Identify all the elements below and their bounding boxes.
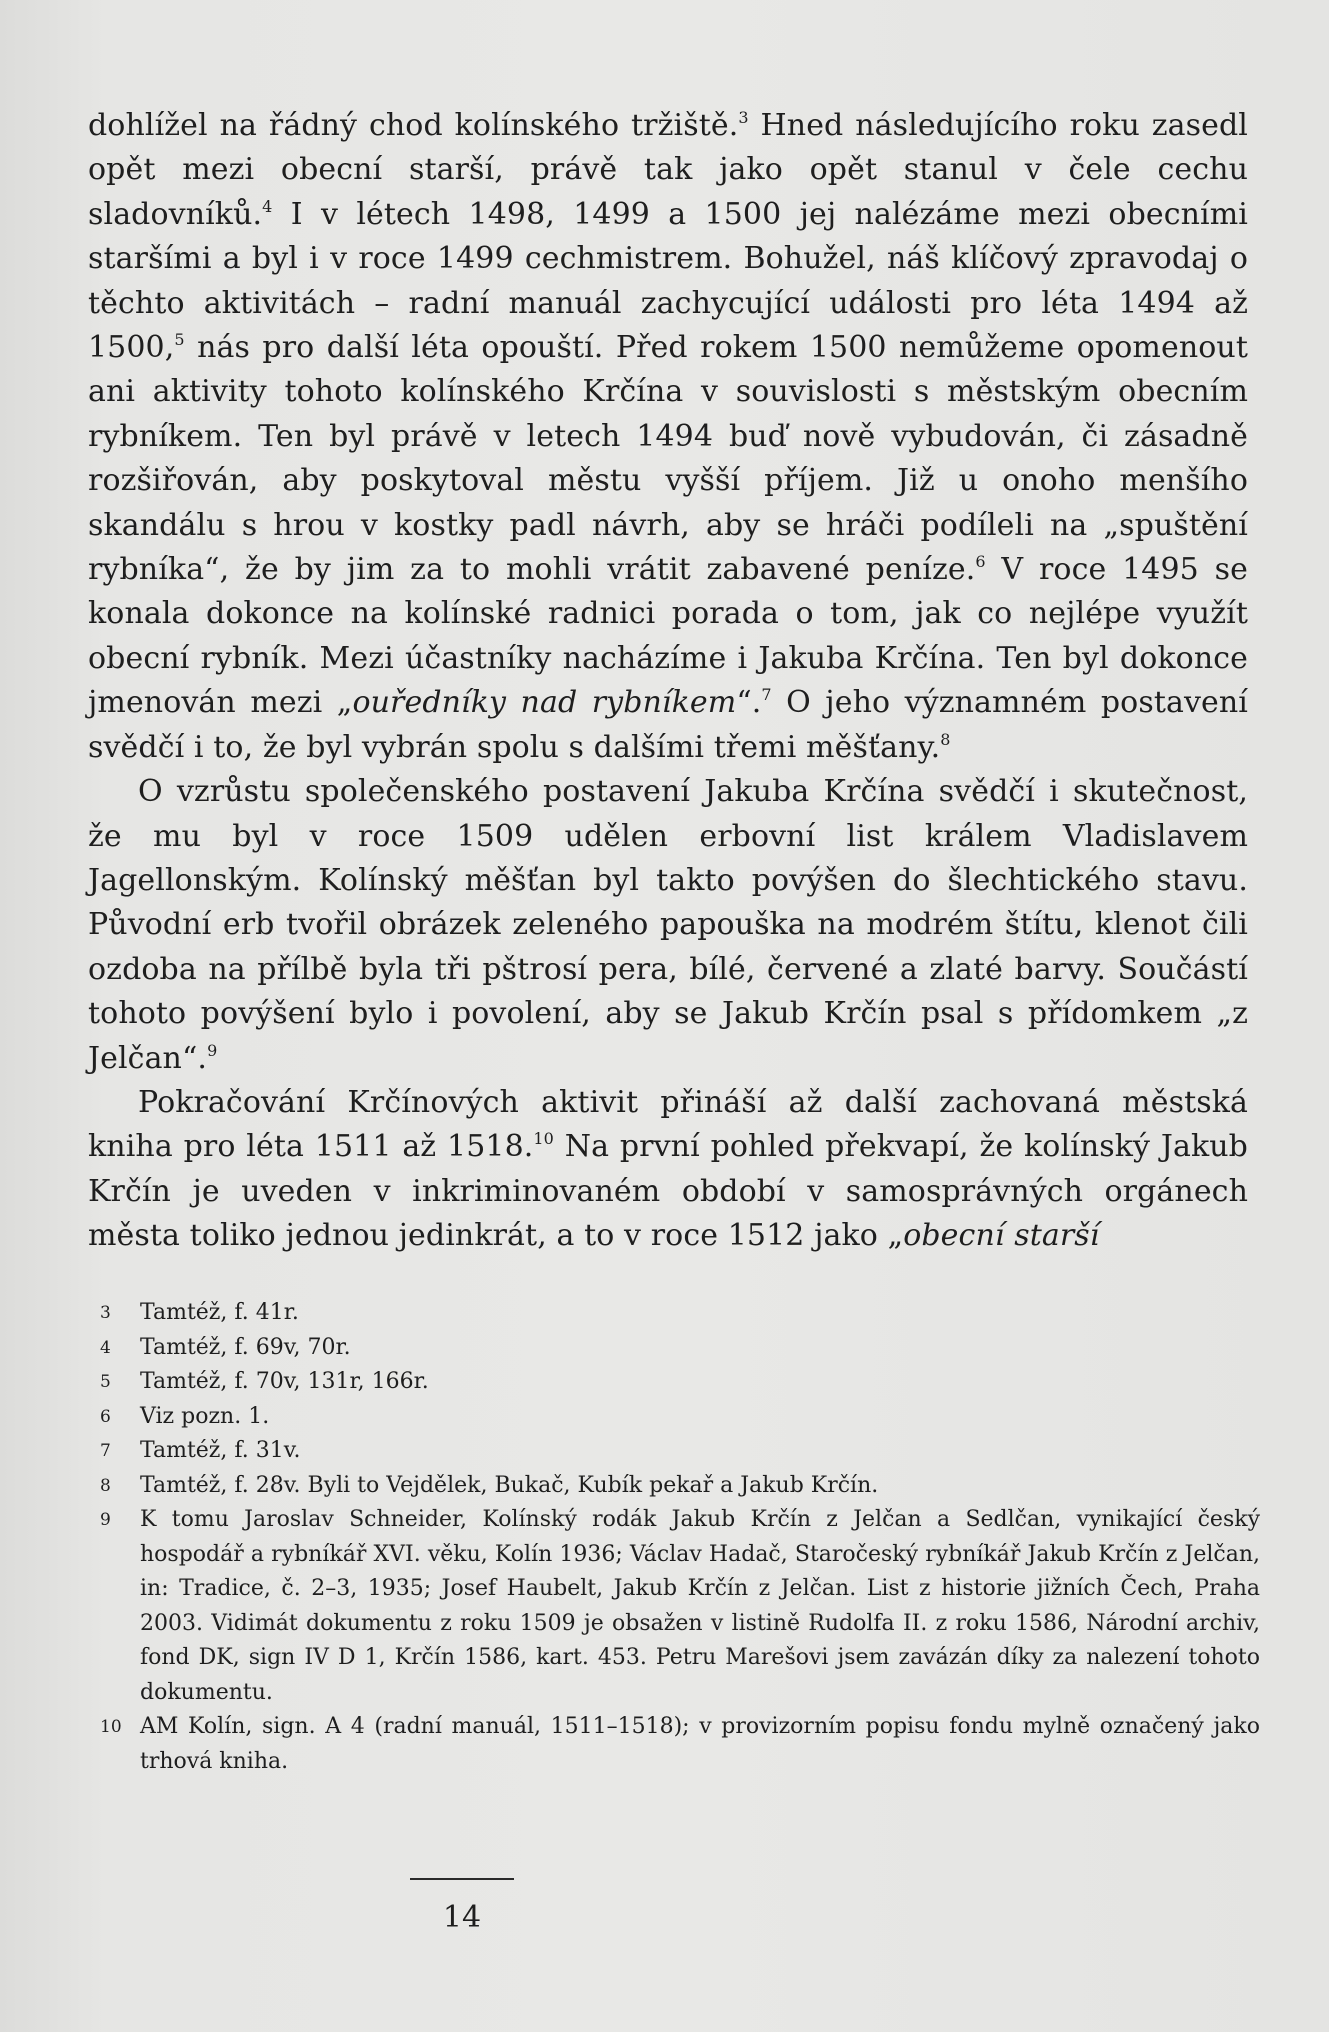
footnote-ref-10[interactable]: 10 [533, 1129, 554, 1149]
footnote-text: Tamtéž, f. 31v. [140, 1438, 301, 1463]
paragraph-2 [88, 770, 1248, 1081]
text-span: V roce 1495 se konala dokonce na kolínské radnici porada o tom, jak co nejlépe využít obecní rybník. Mezi účastníky nacházíme i Jakuba Krčína. Ten byl dokonce jmenován mezi „ [88, 552, 1249, 721]
footnote [100, 1710, 1260, 1779]
footnote-ref-9[interactable]: 9 [207, 1040, 218, 1060]
text-span: O vzrůstu společenského postavení Jakuba Krčína svědčí i skutečnost, že mu byl v roce 1509 udělen erbovní list králem Vladislavem Jagellonským. Kolínský měšťan byl takto povýšen do šlechtického stavu. Původní erb tvořil obrázek zeleného papouška na modrém štítu, klenot čili ozdoba na přílbě byla tři pštrosí pera, bílé, červené a zlaté barvy. Součástí tohoto povýšení bylo i povolení, aby se Jakub Krčín psal s přídomkem „z Jelčan“. [88, 774, 1248, 1076]
footnote-text: Tamtéž, f. 41r. [140, 1300, 299, 1325]
text-span: “. [736, 685, 762, 721]
footnote-number: 5 [100, 1372, 111, 1392]
footnote [100, 1400, 1260, 1435]
italic-quote: obecní starší [903, 1218, 1100, 1254]
paragraph-1 [88, 104, 1248, 770]
footnote-text: K tomu Jaroslav Schneider, Kolínský rodák Jakub Krčín z Jelčan a Sedlčan, vynikající český hospodář a rybníkář XVI. věku, Kolín 1936; Václav Hadač, Staročeský rybníkář Jakub Krčín z Jelčan, in: Tradice, č. 2–3, 1935; Josef Haubelt, Jakub Krčín z Jelčan. List z historie jižních Čech, Praha 2003. Vidimát dokumentu z roku 1509 je obsažen v listině Rudolfa II. z roku 1586, Národní archiv, fond DK, sign IV D 1, Krčín 1586, kart. 453. Petru Marešovi jsem zavázán díky za nalezení tohoto dokumentu. [140, 1507, 1260, 1705]
text-span: Pokračování Krčínových aktivit přináší až další zachovaná městská kniha pro léta 1511 až 1518. [88, 1084, 1248, 1165]
footnote-number: 8 [100, 1475, 111, 1496]
footnotes [100, 1296, 1260, 1779]
footer-rule [410, 1878, 514, 1880]
footnote-number: 4 [100, 1337, 111, 1358]
footnote [100, 1469, 1260, 1504]
footnote-text: Tamtéž, f. 28v. Byli to Vejdělek, Bukač, Kubík pekař a Jakub Krčín. [140, 1472, 879, 1498]
text-span: O jeho významném postavení svědčí i to, že byl vybrán spolu s dalšími třemi měšťany. [88, 685, 1248, 765]
footnote [100, 1365, 1260, 1400]
footnote-text: AM Kolín, sign. A 4 (radní manuál, 1511–1518); v provizorním popisu fondu mylně označený jako trhová kniha. [140, 1714, 1260, 1774]
footnote-number: 10 [100, 1717, 122, 1737]
text-span: I v létech 1498, 1499 a 1500 jej nalézáme mezi obecními staršími a byl i v roce 1499 cechmistrem. Bohužel, náš klíčový zpravodaj o těchto aktivitách – radní manuál zachycující události pro léta 1494 až 1500, [88, 196, 1248, 366]
footnote-number: 9 [100, 1510, 111, 1530]
italic-quote: ouředníky nad rybníkem [352, 685, 737, 721]
footnote-ref-4[interactable]: 4 [262, 196, 273, 216]
paragraph-3 [88, 1081, 1248, 1259]
footnote-ref-6[interactable]: 6 [975, 552, 986, 572]
footnote [100, 1503, 1260, 1710]
footnote [100, 1296, 1260, 1331]
footnote-ref-8[interactable]: 8 [940, 729, 951, 749]
footnote-text: Tamtéž, f. 69v, 70r. [140, 1334, 351, 1360]
footnote-ref-3[interactable]: 3 [738, 108, 749, 127]
text-span: Na první pohled překvapí, že kolínský Jakub Krčín je uveden v inkriminovaném období v samosprávných orgánech města toliko jednou jedinkrát, a to v roce 1512 jako „ [88, 1129, 1248, 1254]
main-text [88, 104, 1248, 1259]
footnote-text: Tamtéž, f. 70v, 131r, 166r. [140, 1369, 429, 1394]
footnote [100, 1331, 1260, 1366]
footnote-text: Viz pozn. 1. [140, 1403, 270, 1429]
footnote-ref-7[interactable]: 7 [761, 685, 772, 705]
footnote-number: 7 [100, 1441, 111, 1461]
footnote-number: 3 [100, 1303, 111, 1323]
text-span: Hned následujícího roku zasedl opět mezi obecní starší, právě tak jako opět stanul v čele cechu sladovníků. [88, 108, 1248, 232]
page-number: 14 [442, 1900, 482, 1935]
text-span: dohlížel na řádný chod kolínského tržiště. [88, 108, 739, 143]
footnote-ref-5[interactable]: 5 [174, 330, 185, 350]
text-span: nás pro další léta opouští. Před rokem 1500 nemůžeme opomenout ani aktivity tohoto kolínského Krčína v souvislosti s městským obecním rybníkem. Ten byl právě v letech 1494 buď nově vybudován, či zásadně rozšiřován, aby poskytoval městu vyšší příjem. Již u onoho menšího skandálu s hrou v kostky padl návrh, aby se hráči podíleli na „spuštění rybníka“, že by jim za to mohli vrátit zabavené peníze. [88, 330, 1248, 588]
footnote [100, 1434, 1260, 1469]
footnote-number: 6 [100, 1406, 111, 1427]
